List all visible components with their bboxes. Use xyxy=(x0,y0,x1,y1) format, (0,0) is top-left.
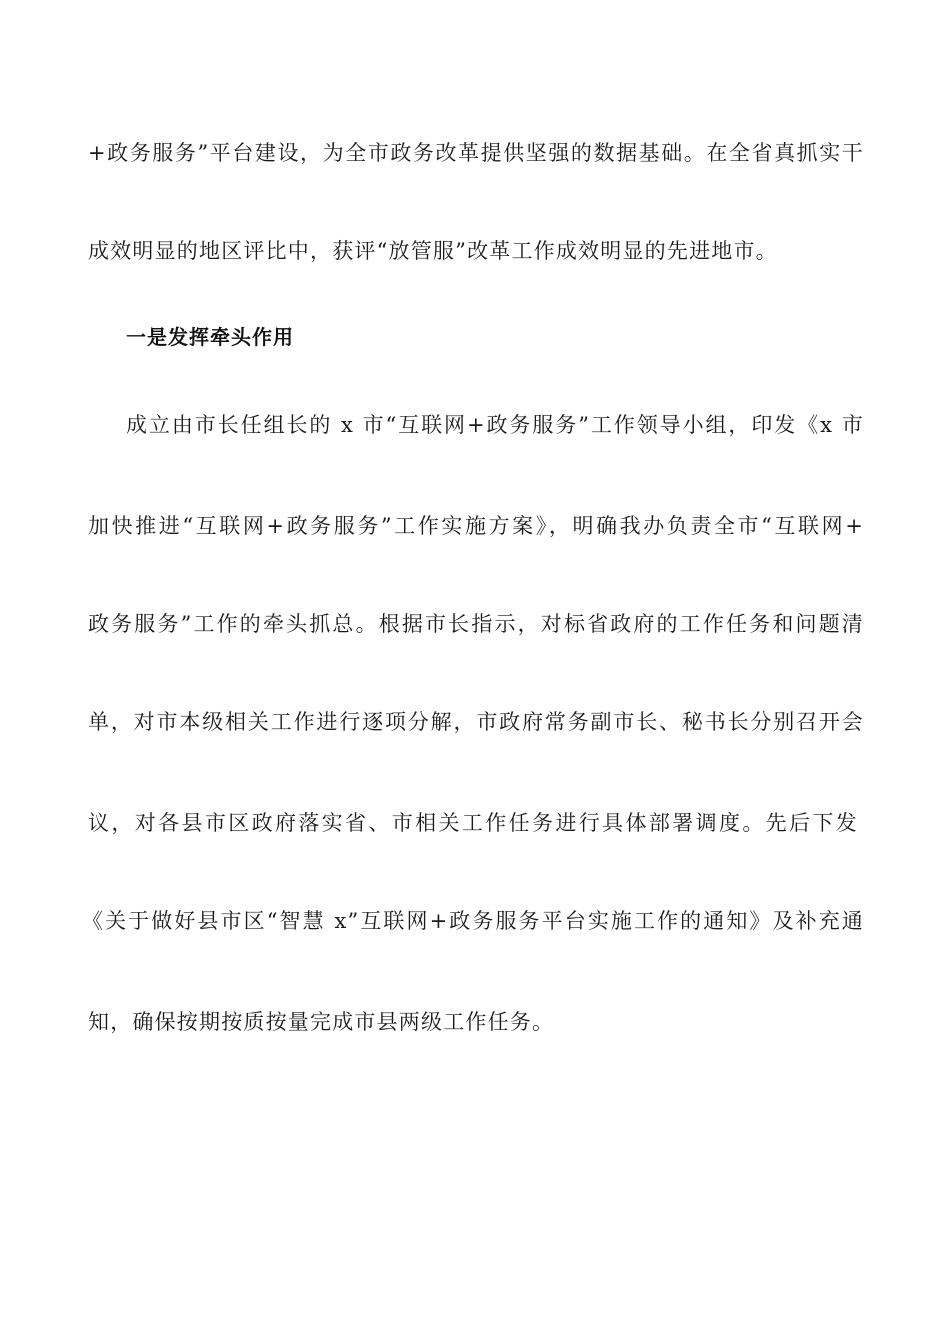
paragraph-line: 单，对市本级相关工作进行逐项分解，市政府常务副市长、秘书长分别召开会 xyxy=(88,710,864,734)
paragraph-line: 成效明显的地区评比中，获评“放管服”改革工作成效明显的先进地市。 xyxy=(88,239,778,263)
paragraph-line: +政务服务”平台建设，为全市政务改革提供坚强的数据基础。在全省真抓实干 xyxy=(88,141,864,165)
paragraph-line: 成立由市长任组长的 x 市“互联网+政务服务”工作领导小组，印发《x 市 xyxy=(126,413,864,437)
paragraph-line: 政务服务”工作的牵头抓总。根据市长指示，对标省政府的工作任务和问题清 xyxy=(88,612,864,636)
paragraph-line: 加快推进“互联网+政务服务”工作实施方案》，明确我办负责全市“互联网+ xyxy=(88,514,864,538)
paragraph-line: 议，对各县市区政府落实省、市相关工作任务进行具体部署调度。先后下发 xyxy=(88,811,858,835)
paragraph-line: 知，确保按期按质按量完成市县两级工作任务。 xyxy=(88,1010,555,1034)
paragraph-line: 《关于做好县市区“智慧 x”互联网+政务服务平台实施工作的通知》及补充通 xyxy=(82,909,864,933)
section-heading: 一是发挥牵头作用 xyxy=(126,325,294,349)
